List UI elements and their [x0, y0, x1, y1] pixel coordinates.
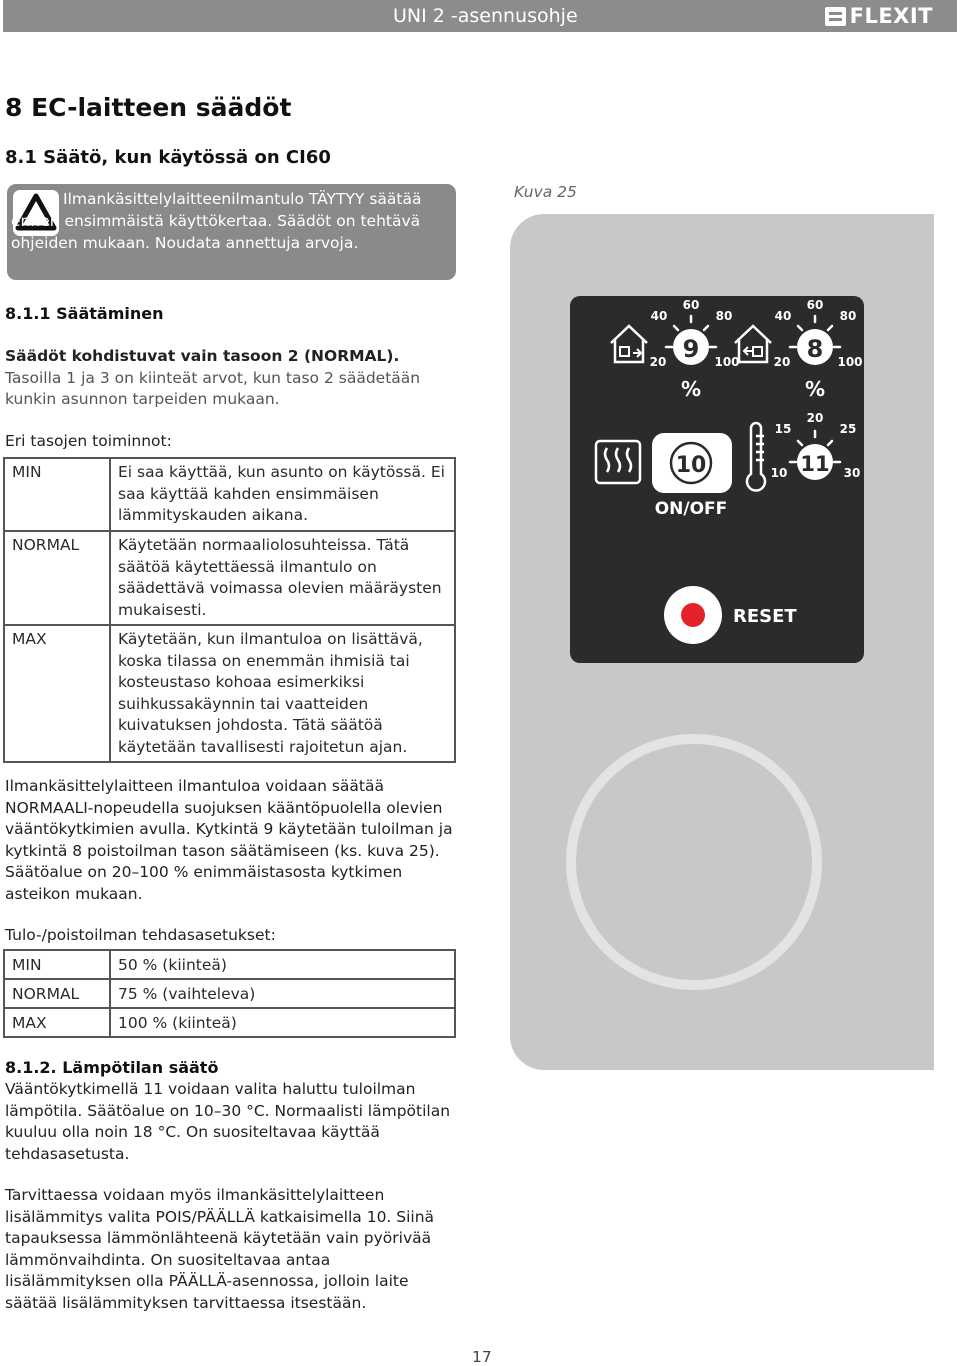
warning-text: Ilmankäsittelylaitteenilmantulo TÄYTYY säätää ennen ensimmäistä käyttökertaa. Säädöt on tehtävä ohjeiden mukaan. Noudata annettuja arvoja.: [11, 190, 422, 252]
adjust-intro-rest: Tasoilla 1 ja 3 on kiinteät arvot, kun taso 2 säädetään kunkin asunnon tarpeiden mukaan.: [5, 368, 421, 408]
dial-scale-label: 15: [774, 422, 792, 436]
level-name: MAX: [4, 625, 110, 762]
levels-label: Eri tasojen toiminnot:: [5, 432, 172, 450]
dial-scale-label: 60: [806, 298, 824, 312]
dial-scale-label: 80: [715, 309, 733, 323]
dial-unit: %: [680, 377, 702, 401]
figure-caption: Kuva 25: [514, 183, 577, 201]
dial-scale-label: 30: [843, 466, 861, 480]
factory-level: MAX: [4, 1008, 110, 1037]
page-number: 17: [472, 1348, 492, 1366]
section-title: 8 EC-laitteen säädöt: [5, 93, 292, 122]
dial-scale-label: 100: [837, 355, 863, 369]
factory-level: NORMAL: [4, 979, 110, 1008]
on-off-label: ON/OFF: [654, 499, 728, 519]
heater-on-off-switch[interactable]: [652, 433, 732, 519]
dial-scale-label: 20: [806, 411, 824, 425]
level-desc: Käytetään, kun ilmantuloa on lisättävä, koska tilassa on enemmän ihmisiä tai kosteustaso kohoaa esimerkiksi suihkussakäynnin tai vaatteiden kuivatuksen johdosta. Tätä säätöä käytetään tavallisesti rajoitetun ajan.: [110, 625, 455, 762]
dial-number: 11: [800, 452, 830, 476]
dial-scale-label: 20: [649, 355, 667, 369]
subsection-title: 8.1 Säätö, kun käytössä on CI60: [5, 147, 331, 168]
level-name: NORMAL: [4, 531, 110, 625]
document-title: UNI 2 -asennusohje: [393, 5, 578, 27]
flexit-logo-text: FLEXIT: [849, 4, 933, 28]
dial-scale-label: 25: [839, 422, 857, 436]
level-desc: Ei saa käyttää, kun asunto on käytössä. Ei saa käyttää kahden ensimmäisen lämmityskauden aikana.: [110, 458, 455, 531]
dial-scale-label: 40: [650, 309, 668, 323]
dial-scale-label: 60: [682, 298, 700, 312]
temp-paragraph-1: Vääntökytkimellä 11 voidaan valita haluttu tuloilman lämpötila. Säätöalue on 10–30 °C. Normaalisti lämpötilan kuuluu olla noin 18 °C. On suositeltavaa käyttää tehdasasetusta.: [5, 1080, 451, 1163]
dial-unit: %: [804, 377, 826, 401]
dial-scale-label: 40: [774, 309, 792, 323]
adjust-paragraph: Ilmankäsittelylaitteen ilmantuloa voidaan säätää NORMAALI-nopeudella suojuksen kääntöpuolella olevien vääntökytkimien avulla. Kytkintä 9 käytetään tuloilman ja kytkintä 8 poistoilman tason säätämiseen (ks. kuva 25). Säätöalue on 20–100 % enimmäistasosta kytkimen asteikon mukaan.: [5, 777, 453, 903]
reset-label: RESET: [733, 606, 797, 627]
dial-number: 8: [806, 335, 824, 363]
dial-scale-label: 20: [773, 355, 791, 369]
level-desc: Käytetään normaaliolosuhteissa. Tätä säätöä käytettäessä ilmantulo on säädettävä voimassa olevien määräysten mukaisesti.: [110, 531, 455, 625]
factory-level: MIN: [4, 950, 110, 979]
factory-value: 75 % (vaihteleva): [110, 979, 455, 1008]
temp-paragraph-2: Tarvittaessa voidaan myös ilmankäsittelylaitteen lisälämmitys valita POIS/PÄÄLLÄ katkaisimella 10. Siinä tapauksessa lämmönlähteenä käytetään vain pyörivää lämmönvaihdinta. On suositeltavaa antaa lisälämmityksen olla PÄÄLLÄ-asennossa, jolloin laite säätää lisälämmityksen tarvittaessa itsestään.: [5, 1186, 435, 1312]
temp-heading: 8.1.2. Lämpötilan säätö: [5, 1058, 219, 1077]
adjust-intro-bold: Säädöt kohdistuvat vain tasoon 2 (NORMAL).: [5, 347, 400, 365]
factory-value: 100 % (kiinteä): [110, 1008, 455, 1037]
dial-scale-label: 80: [839, 309, 857, 323]
factory-value: 50 % (kiinteä): [110, 950, 455, 979]
adjust-heading: 8.1.1 Säätäminen: [5, 304, 164, 323]
dial-scale-label: 100: [714, 355, 740, 369]
level-name: MIN: [4, 458, 110, 531]
switch-number: 10: [675, 453, 707, 478]
factory-label: Tulo-/poistoilman tehdasasetukset:: [5, 926, 276, 944]
dial-number: 9: [682, 335, 700, 363]
dial-scale-label: 10: [770, 466, 788, 480]
reset-led: [681, 603, 705, 627]
